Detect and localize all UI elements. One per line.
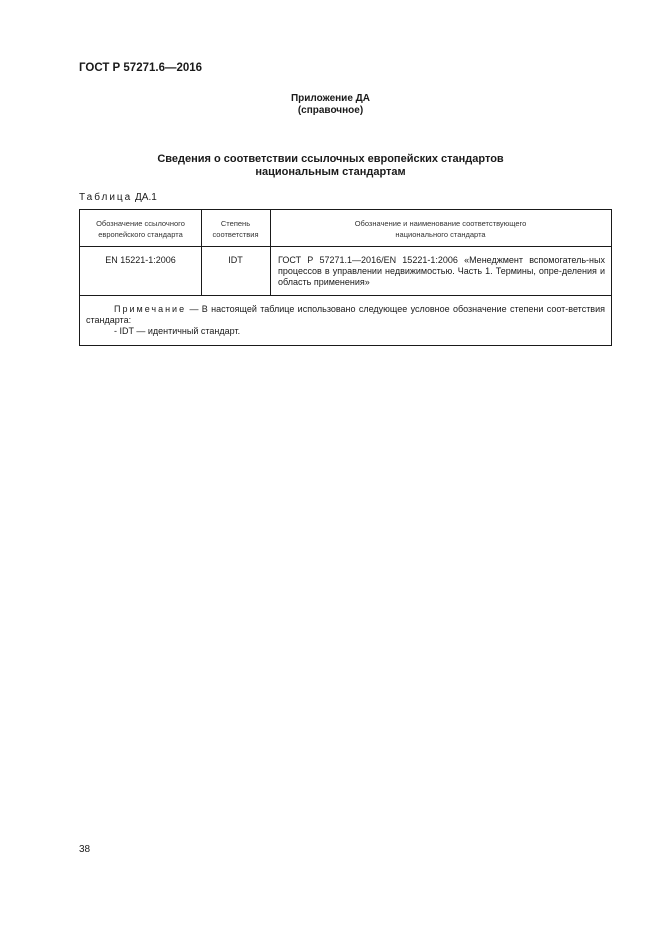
table-cell-degree: IDT <box>228 255 243 265</box>
table-note-text: — В настоящей таблице использовано следующее условное обозначение степени соот-ветствия стандарта: <box>86 304 605 325</box>
table-note-divider <box>80 295 611 296</box>
table-caption-word: Таблица <box>79 192 133 203</box>
table-caption <box>79 192 157 203</box>
table-header-national: Обозначение и наименование соответствующего национального стандарта <box>354 219 527 239</box>
table-header-ref: Обозначение ссылочного европейского стандарта <box>96 219 185 239</box>
table-cell-ref: EN 15221-1:2006 <box>105 255 176 265</box>
table-cell-national: ГОСТ Р 57271.1—2016/EN 15221-1:2006 «Менеджмент вспомогатель-ных процессов в управлении недвижимостью. Часть 1. Термины, опре-деления и область применения» <box>278 255 605 287</box>
appendix-title: Приложение ДА <box>290 93 371 104</box>
correspondence-table <box>79 209 612 346</box>
section-heading <box>0 153 661 179</box>
appendix-heading <box>0 93 661 117</box>
table-note-label: Примечание <box>114 304 187 314</box>
document-code: ГОСТ Р 57271.6—2016 <box>79 62 203 74</box>
appendix-subtitle: (справочное) <box>297 105 364 116</box>
table-note-item: - IDT — идентичный стандарт. <box>114 326 241 336</box>
table-note <box>86 304 605 337</box>
table-header-degree: Степень соответствия <box>212 219 259 239</box>
section-heading-line1: Сведения о соответствии ссылочных европейских стандартов <box>157 153 504 165</box>
table-note-paragraph <box>86 304 605 326</box>
section-heading-line2: национальным стандартам <box>255 166 406 178</box>
page-number: 38 <box>79 844 91 855</box>
table-caption-id: ДА.1 <box>135 192 157 203</box>
table-header-divider <box>80 246 611 247</box>
